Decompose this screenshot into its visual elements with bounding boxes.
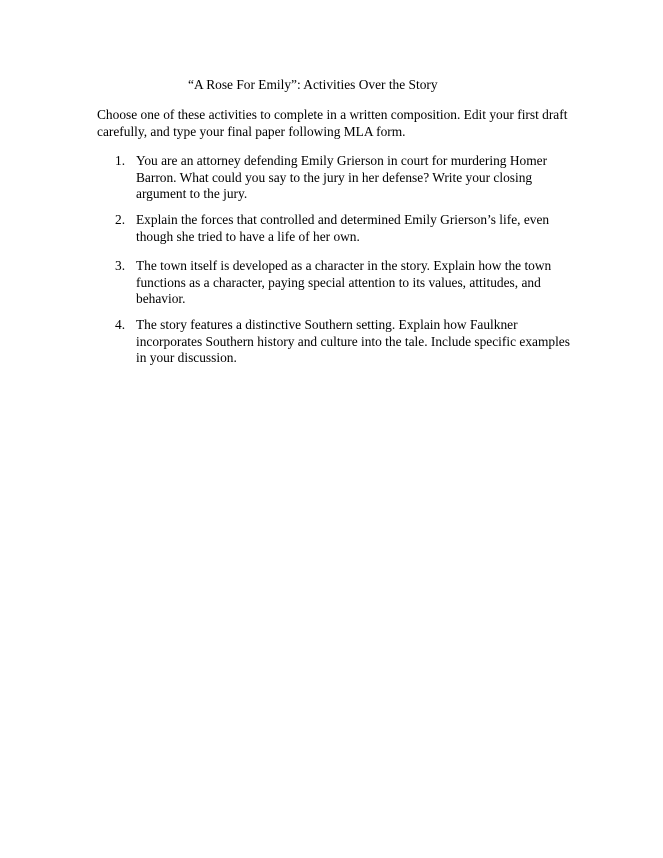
activity-text <box>136 317 570 367</box>
intro-line: Choose one of these activities to complete in a written composition. Edit your first draft <box>97 107 568 122</box>
activity-line: argument to the jury. <box>136 186 248 201</box>
activity-line: though she tried to have a life of her own. <box>136 228 360 244</box>
activity-number: 2. <box>115 212 126 227</box>
activity-number: 3. <box>115 258 126 273</box>
activity-line: Barron. What could you say to the jury in her defense? Write your closing <box>136 169 533 185</box>
document-title: “A Rose For Emily”: Activities Over the Story <box>188 77 438 92</box>
activity-text <box>136 258 551 308</box>
activity-number: 1. <box>115 153 126 168</box>
activity-line: The story features a distinctive Southern setting. Explain how Faulkner <box>136 317 518 332</box>
activity-line: functions as a character, paying special attention to its values, attitudes, and <box>136 274 541 290</box>
activity-text <box>136 212 549 245</box>
activity-line: Explain the forces that controlled and determined Emily Grierson’s life, even <box>136 212 550 227</box>
activity-line: The town itself is developed as a character in the story. Explain how the town <box>136 258 552 273</box>
activity-line: behavior. <box>136 291 186 306</box>
intro-line: carefully, and type your final paper following MLA form. <box>97 123 406 139</box>
activity-line: You are an attorney defending Emily Grierson in court for murdering Homer <box>136 153 548 168</box>
activity-line: in your discussion. <box>136 350 237 365</box>
activity-line: incorporates Southern history and culture into the tale. Include specific examples <box>136 333 570 349</box>
activity-number: 4. <box>115 317 126 332</box>
intro-paragraph <box>97 107 568 140</box>
activity-text <box>136 153 547 203</box>
